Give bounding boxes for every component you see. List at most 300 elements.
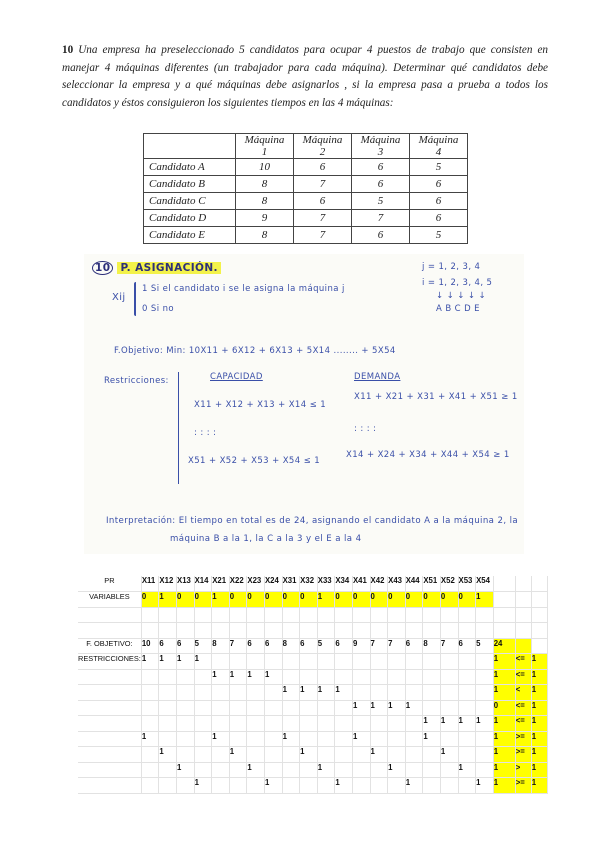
constraint-coefficient [177,716,195,732]
objective-coefficient: 6 [458,638,476,654]
variable-header: X43 [388,576,406,592]
constraint-rhs: 1 [531,685,547,701]
empty-cell [229,623,247,639]
constraint-coefficient [335,716,353,732]
variable-header: X32 [300,576,318,592]
constraint-lhs: 1 [493,669,515,685]
constraint-coefficient: 1 [159,654,177,670]
empty-cell [159,607,177,623]
time-cell: 6 [352,176,410,193]
constraint-operator: < [515,685,531,701]
constraint-coefficient [476,731,494,747]
variable-header: X21 [212,576,230,592]
constraint-coefficient [264,716,282,732]
constraint-coefficient [212,716,230,732]
variable-value: 0 [177,592,195,608]
constraint-coefficient: 1 [177,654,195,670]
constraint-coefficient: 1 [229,669,247,685]
empty-cell [194,623,212,639]
empty-cell [423,607,441,623]
variable-value: 0 [194,592,212,608]
header-machine-1: Máquina 1 [236,134,294,159]
constraint-coefficient [194,685,212,701]
constraint-coefficient [194,747,212,763]
objective-label: F. OBJETIVO: [78,638,141,654]
constraint-coefficient: 1 [159,747,177,763]
empty-cell [264,623,282,639]
sheet-constraint-row [78,731,547,747]
objective-coefficient: 6 [247,638,265,654]
table-row [144,227,468,244]
constraint-coefficient [212,654,230,670]
empty-cell [78,623,141,639]
time-cell: 6 [410,176,468,193]
interpretation-line-1: Interpretación: El tiempo en total es de 24, asignando el candidato A a la máquina 2, la [106,516,519,526]
time-cell: 7 [294,227,352,244]
empty-cell [352,607,370,623]
constraint-coefficient [458,685,476,701]
constraint-coefficient [370,716,388,732]
variable-value: 0 [300,592,318,608]
time-cell: 6 [294,193,352,210]
constraint-coefficient [247,731,265,747]
objective-coefficient: 5 [194,638,212,654]
constraint-operator: <= [515,654,531,670]
empty-cell [78,731,141,747]
constraint-coefficient: 1 [440,716,458,732]
table-row [144,210,468,227]
constraint-coefficient [317,700,335,716]
constraint-coefficient [352,778,370,794]
candidate-label: Candidato C [144,193,236,210]
demand-first-constraint: X11 + X21 + X31 + X41 + X51 ≥ 1 [354,392,518,402]
constraint-coefficient [317,778,335,794]
constraint-coefficient [423,762,441,778]
time-cell: 8 [236,227,294,244]
constraint-coefficient: 1 [141,654,159,670]
empty-cell [515,607,531,623]
constraint-lhs: 1 [493,747,515,763]
constraint-coefficient [352,654,370,670]
constraint-coefficient [440,700,458,716]
variable-value: 0 [405,592,423,608]
constraint-rhs: 1 [531,731,547,747]
capacity-last-constraint: X51 + X52 + X53 + X54 ≤ 1 [188,456,321,466]
empty-cell [493,607,515,623]
interpretation-line-2: máquina B a la 1, la C a la 3 y el E a la 4 [170,534,362,544]
empty-cell [300,607,318,623]
empty-cell [78,700,141,716]
constraint-coefficient [352,747,370,763]
constraint-coefficient: 1 [370,700,388,716]
constraint-coefficient [141,700,159,716]
restrictions-label: RESTRICCIONES: [78,654,141,670]
constraint-coefficient [352,716,370,732]
sheet-constraint-row [78,778,547,794]
constraint-coefficient [405,685,423,701]
empty-cell [476,607,494,623]
time-cell: 6 [410,193,468,210]
time-cell: 6 [352,227,410,244]
constraint-coefficient: 1 [423,731,441,747]
j-definition: j = 1, 2, 3, 4 [422,262,481,272]
constraint-coefficient [317,716,335,732]
variable-header: X53 [458,576,476,592]
constraint-coefficient [335,669,353,685]
constraint-lhs: 0 [493,700,515,716]
empty-cell [317,607,335,623]
empty-cell [335,607,353,623]
variable-header: X22 [229,576,247,592]
variable-header [493,576,515,592]
objective-value: 24 [493,638,515,654]
constraint-coefficient [388,716,406,732]
constraint-coefficient [458,654,476,670]
constraint-coefficient [440,654,458,670]
empty-cell [159,623,177,639]
time-cell: 7 [294,176,352,193]
constraint-coefficient [300,669,318,685]
sheet-cell [515,592,531,608]
sheet-constraint-row [78,762,547,778]
sheet-variables-row [78,592,547,608]
sheet-cell [531,638,547,654]
constraint-coefficient [141,716,159,732]
problem-statement [62,42,548,112]
variable-header: X13 [177,576,195,592]
constraint-coefficient [440,669,458,685]
constraint-lhs: 1 [493,731,515,747]
constraint-rhs: 1 [531,762,547,778]
variable-value: 0 [282,592,300,608]
constraint-rhs: 1 [531,747,547,763]
header-machine-4: Máquina 4 [410,134,468,159]
objective-coefficient: 6 [405,638,423,654]
variable-header: X12 [159,576,177,592]
variable-value: 0 [335,592,353,608]
empty-cell [531,623,547,639]
constraint-coefficient [300,716,318,732]
sheet-cell [515,638,531,654]
empty-cell [388,623,406,639]
constraint-operator: >= [515,747,531,763]
constraint-coefficient [177,747,195,763]
constraint-coefficient [317,731,335,747]
variable-value: 0 [370,592,388,608]
constraint-coefficient: 1 [335,685,353,701]
constraint-coefficient [141,669,159,685]
definition-brace [134,282,136,316]
empty-cell [282,607,300,623]
objective-coefficient: 6 [335,638,353,654]
objective-coefficient: 5 [476,638,494,654]
constraint-coefficient [264,762,282,778]
variable-header: X54 [476,576,494,592]
variable-header: X52 [440,576,458,592]
constraint-coefficient [458,700,476,716]
constraint-coefficient [423,700,441,716]
time-cell: 5 [410,227,468,244]
constraint-coefficient [177,685,195,701]
constraint-coefficient [423,654,441,670]
problem-text: Una empresa ha preseleccionado 5 candidatos para ocupar 4 puestos de trabajo que consisten en manejar 4 máquinas diferentes (un trabajador para cada máquina). Determinar qué candidatos debe seleccionar la empresa y a qué máquinas debe asignarlos , si la empresa pasa a prueba a todos los candidatos y éstos consiguieron los siguientes tiempos en las 4 máquinas: [62,44,549,109]
constraint-coefficient [264,654,282,670]
sheet-constraint-row [78,685,547,701]
variable-value: 0 [264,592,282,608]
constraint-coefficient [405,654,423,670]
constraint-coefficient [282,762,300,778]
constraint-coefficient: 1 [282,731,300,747]
objective-coefficient: 6 [300,638,318,654]
constraint-coefficient [229,716,247,732]
header-machine-2: Máquina 2 [294,134,352,159]
solver-body [78,576,547,793]
constraint-coefficient: 1 [476,778,494,794]
empty-cell [458,623,476,639]
constraint-coefficient [247,778,265,794]
constraint-coefficient [388,747,406,763]
constraint-operator: <= [515,669,531,685]
time-cell: 10 [236,159,294,176]
empty-cell [440,607,458,623]
constraint-coefficient [264,747,282,763]
empty-cell [423,623,441,639]
empty-cell [388,607,406,623]
constraint-coefficient [247,716,265,732]
empty-cell [177,623,195,639]
empty-cell [212,623,230,639]
constraint-coefficient: 1 [405,778,423,794]
constraint-coefficient [159,731,177,747]
restrictions-label: Restricciones: [104,376,169,386]
constraint-coefficient [247,747,265,763]
constraint-coefficient [229,778,247,794]
objective-coefficient: 6 [177,638,195,654]
constraint-coefficient [458,747,476,763]
constraint-coefficient [141,685,159,701]
variable-header: X44 [405,576,423,592]
constraint-coefficient: 1 [335,778,353,794]
variable-header: X42 [370,576,388,592]
empty-cell [78,669,141,685]
constraint-coefficient: 1 [458,716,476,732]
constraint-lhs: 1 [493,778,515,794]
definition-zero: 0 Si no [142,304,174,314]
constraint-coefficient [212,762,230,778]
constraint-coefficient [282,716,300,732]
sheet-constraint-row [78,716,547,732]
constraint-coefficient [335,762,353,778]
constraint-coefficient: 1 [440,747,458,763]
constraint-lhs: 1 [493,716,515,732]
constraint-coefficient [159,700,177,716]
objective-coefficient: 7 [370,638,388,654]
constraint-coefficient: 1 [300,685,318,701]
constraint-lhs: 1 [493,685,515,701]
variables-label: VARIABLES [78,592,141,608]
constraint-coefficient [229,700,247,716]
time-cell: 7 [352,210,410,227]
empty-cell [194,607,212,623]
constraint-coefficient [388,654,406,670]
variable-value: 0 [229,592,247,608]
objective-coefficient: 8 [282,638,300,654]
constraint-rhs: 1 [531,654,547,670]
variable-header: X33 [317,576,335,592]
constraint-coefficient [300,700,318,716]
variable-value: 0 [440,592,458,608]
constraint-coefficient [440,778,458,794]
constraint-coefficient [405,762,423,778]
sheet-blank-row [78,623,547,639]
constraint-rhs: 1 [531,778,547,794]
constraint-coefficient: 1 [194,654,212,670]
constraint-coefficient [388,731,406,747]
objective-coefficient: 10 [141,638,159,654]
constraint-coefficient: 1 [388,762,406,778]
table-row [144,176,468,193]
time-cell: 9 [236,210,294,227]
empty-cell [247,623,265,639]
constraint-lhs: 1 [493,762,515,778]
constraint-coefficient [335,731,353,747]
constraint-coefficient [159,762,177,778]
sheet-blank-row [78,607,547,623]
variable-header [531,576,547,592]
constraint-coefficient: 1 [317,762,335,778]
empty-cell [440,623,458,639]
constraint-coefficient [282,778,300,794]
variable-value: 1 [476,592,494,608]
constraint-coefficient [300,762,318,778]
capacity-first-constraint: X11 + X12 + X13 + X14 ≤ 1 [194,400,327,410]
variable-header: X24 [264,576,282,592]
constraint-coefficient [141,778,159,794]
variable-header: X23 [247,576,265,592]
constraint-coefficient [476,654,494,670]
constraint-coefficient: 1 [300,747,318,763]
constraint-coefficient [141,762,159,778]
demand-label: DEMANDA [354,372,401,382]
objective-coefficient: 8 [212,638,230,654]
constraint-coefficient [458,669,476,685]
constraint-coefficient [177,700,195,716]
empty-cell [515,623,531,639]
candidate-label: Candidato D [144,210,236,227]
table-row [144,159,468,176]
constraint-coefficient [229,654,247,670]
variable-value: 0 [388,592,406,608]
constraint-coefficient [159,716,177,732]
constraint-coefficient [264,700,282,716]
pr-label: PR [78,576,141,592]
empty-cell [78,747,141,763]
constraint-coefficient: 1 [317,685,335,701]
constraint-coefficient [317,747,335,763]
sheet-cell [493,592,515,608]
empty-cell [282,623,300,639]
objective-coefficient: 5 [317,638,335,654]
objective-coefficient: 7 [440,638,458,654]
empty-cell [300,623,318,639]
notes-title-number: 10 [92,261,113,275]
constraint-coefficient [159,778,177,794]
constraint-coefficient [317,669,335,685]
constraint-coefficient [300,654,318,670]
constraint-coefficient [229,762,247,778]
constraint-rhs: 1 [531,716,547,732]
times-table-header-row [144,134,468,159]
constraint-coefficient [370,654,388,670]
variable-value: 0 [423,592,441,608]
constraint-coefficient [458,731,476,747]
variable-header: X41 [352,576,370,592]
constraint-coefficient: 1 [264,778,282,794]
empty-cell [405,623,423,639]
constraint-coefficient [476,747,494,763]
objective-coefficient: 8 [423,638,441,654]
constraint-coefficient [264,731,282,747]
empty-cell [247,607,265,623]
constraint-coefficient [388,669,406,685]
empty-cell [370,623,388,639]
constraint-coefficient: 1 [476,716,494,732]
constraint-coefficient: 1 [229,747,247,763]
demand-dots: : : : : [354,424,377,434]
header-machine-3: Máquina 3 [352,134,410,159]
constraint-coefficient [370,669,388,685]
constraint-coefficient [282,747,300,763]
constraint-coefficient [212,747,230,763]
constraint-coefficient: 1 [177,762,195,778]
constraint-coefficient [370,731,388,747]
constraint-coefficient: 1 [458,762,476,778]
constraint-coefficient [370,762,388,778]
constraint-coefficient [194,669,212,685]
variable-value: 0 [352,592,370,608]
constraint-coefficient [388,778,406,794]
constraint-coefficient [335,747,353,763]
empty-cell [141,623,159,639]
variable-header: X11 [141,576,159,592]
constraint-coefficient [300,778,318,794]
objective-coefficient: 7 [229,638,247,654]
constraint-coefficient [405,716,423,732]
handwritten-notes-photo [84,254,524,554]
constraint-coefficient [423,685,441,701]
constraint-coefficient: 1 [352,700,370,716]
constraint-coefficient [335,700,353,716]
empty-cell [352,623,370,639]
constraint-coefficient [317,654,335,670]
variable-value: 1 [317,592,335,608]
constraint-coefficient [247,685,265,701]
empty-cell [335,623,353,639]
constraint-operator: > [515,762,531,778]
candidate-label: Candidato B [144,176,236,193]
constraint-coefficient: 1 [212,731,230,747]
empty-cell [78,778,141,794]
constraint-coefficient [476,669,494,685]
sheet-constraint-row [78,654,547,670]
sheet-objective-row [78,638,547,654]
empty-cell [531,607,547,623]
capacity-label: CAPACIDAD [210,372,263,382]
empty-cell [317,623,335,639]
time-cell: 6 [410,210,468,227]
constraint-coefficient: 1 [212,669,230,685]
table-row [144,193,468,210]
